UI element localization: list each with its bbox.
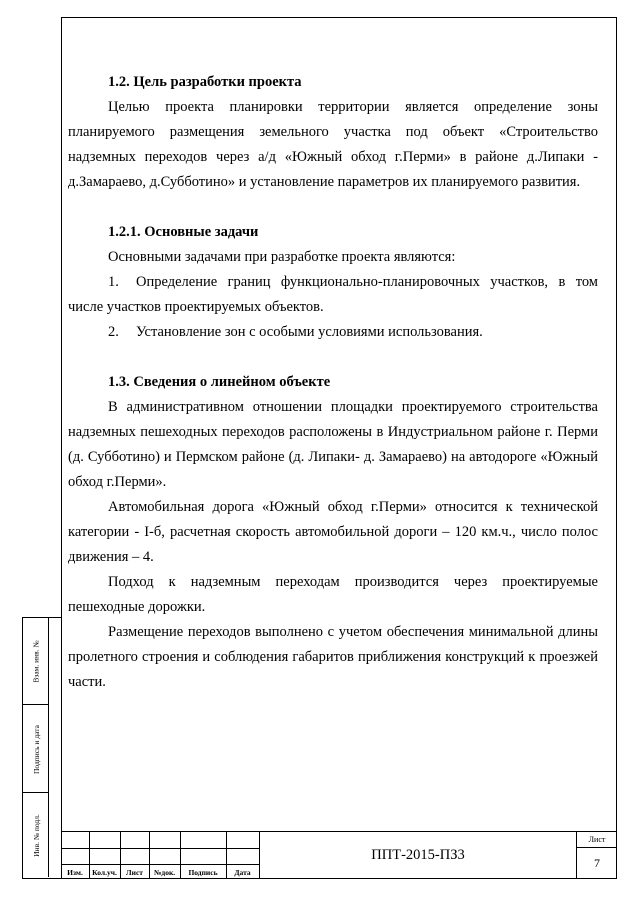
document-body: [68, 70, 598, 695]
list-item-number: 1.: [108, 274, 119, 290]
side-label-vzam: Взам. инв. №: [31, 640, 41, 683]
list-item-text: Определение границ функционально-планировочных участков, в том числе участков проектируемых объектов.: [68, 274, 598, 315]
stamp-col-podpis: Подпись: [188, 868, 218, 877]
section-heading-1-2-1: 1.2.1. Основные задачи: [108, 224, 259, 240]
stamp-col-data: Дата: [234, 868, 251, 877]
paragraph: Основными задачами при разработке проекта являются:: [108, 249, 456, 265]
list-item-number: 2.: [108, 324, 119, 340]
title-block: [61, 831, 617, 879]
sheet-number: 7: [594, 855, 600, 870]
left-margin-strip: [22, 617, 61, 879]
paragraph: Целью проекта планировки территории является определение зоны планируемого размещения земельного участка под объект «Строительство надземных переходов через а/д «Южный обход г.Перми» в районе д.Липаки - д.Замараево, д.Субботино» и установление параметров их планируемого развития.: [68, 99, 598, 190]
sheet-label: Лист: [577, 832, 617, 848]
list-item-text: Установление зон с особыми условиями использования.: [136, 324, 483, 340]
sheet-box: [576, 832, 617, 879]
side-label-podp: Подпись и дата: [31, 724, 41, 774]
list-item: [68, 320, 598, 345]
stamp-col-izm: Изм.: [67, 868, 83, 877]
paragraph: Подход к надземным переходам производится через проектируемые пешеходные дорожки.: [68, 574, 598, 615]
side-label-inv: Инв. № подл.: [31, 813, 41, 857]
paragraph: Автомобильная дорога «Южный обход г.Перми» относится к технической категории - I-б, расчетная скорость автомобильной дороги – 120 км.ч., число полос движения – 4.: [68, 499, 598, 565]
stamp-col-kol-uch: Кол.уч.: [92, 868, 117, 877]
section-heading-1-3: 1.3. Сведения о линейном объекте: [108, 374, 331, 390]
paragraph: В административном отношении площадки проектируемого строительства надземных пешеходных переходов расположены в Индустриальном районе г. Перми (д. Субботино) и Пермском районе (д. Липаки- д. Замараево) на автодороге «Южный обход г.Перми».: [68, 399, 598, 490]
stamp-col-ndok: №док.: [153, 868, 176, 877]
document-code: ППТ-2015-ПЗ3: [371, 847, 465, 863]
section-heading-1-2: 1.2. Цель разработки проекта: [108, 74, 302, 90]
stamp-col-list: Лист: [126, 868, 143, 877]
list-item: [68, 270, 598, 320]
paragraph: Размещение переходов выполнено с учетом обеспечения минимальной длины пролетного строения и соблюдения габаритов приближения конструкций к проезжей части.: [68, 624, 598, 690]
